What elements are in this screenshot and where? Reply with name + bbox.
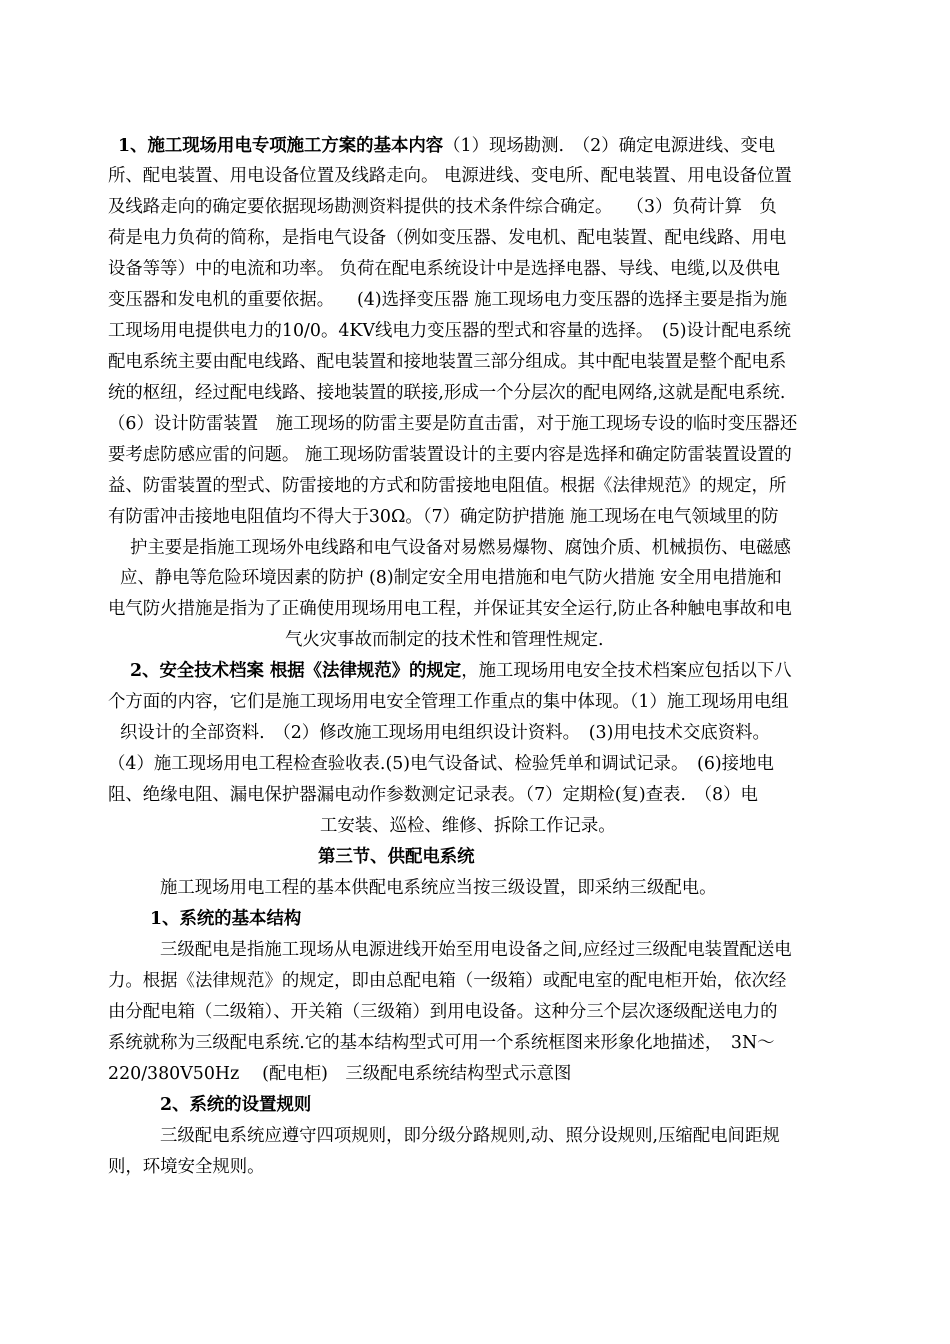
subheading-2: 2、系统的设置规则	[160, 1095, 312, 1115]
paragraph-3-line-1: 三级配电是指施工现场从电源进线开始至用电设备之间,应经过三级配电装置配送电	[160, 940, 792, 960]
paragraph-1-line-15: 应、静电等危险环境因素的防护 (8)制定安全用电措施和电气防火措施 安全用电措施和	[120, 568, 782, 588]
paragraph-4-line-2: 则，环境安全规则。	[108, 1157, 265, 1177]
paragraph-1-line-12: 益、防雷装置的型式、防雷接地的方式和防雷接地电阻值。根据《法律规范》的规定，所	[108, 476, 787, 496]
paragraph-2-line-2: 个方面的内容，它们是施工现场用电安全管理工作重点的集中体现。（1）施工现场用电组	[108, 692, 789, 712]
paragraph-1-line-11: 要考虑防感应雷的问题。 施工现场防雷装置设计的主要内容是选择和确定防雷装置设置的	[108, 445, 792, 465]
paragraph-2-line-5: 阻、绝缘电阻、漏电保护器漏电动作参数测定记录表。（7）定期检(复)查表. （8）电	[108, 785, 758, 805]
paragraph-2-line-4: （4）施工现场用电工程检查验收表.(5)电气设备试、检验凭单和调试记录。 (6)接地电	[108, 754, 774, 774]
paragraph-2-line-3: 织设计的全部资料. （2）修改施工现场用电组织设计资料。 (3)用电技术交底资料。	[120, 723, 770, 743]
paragraph-1-line-3: 及线路走向的确定要依据现场勘测资料提供的技术条件综合确定。 （3）负荷计算 负	[108, 197, 777, 217]
paragraph-1-line-2: 所、配电装置、用电设备位置及线路走向。 电源进线、变电所、配电装置、用电设备位置	[108, 166, 792, 186]
paragraph-2-line-1	[130, 656, 792, 686]
paragraph-2-line-6: 工安装、巡检、维修、拆除工作记录。	[320, 816, 616, 836]
paragraph-1-line-1-text: （1）现场勘测. （2）确定电源进线、变电	[443, 136, 776, 156]
paragraph-1-line-7: 工现场用电提供电力的10/0。4KV线电力变压器的型式和容量的选择。 (5)设计配电系统	[108, 321, 791, 341]
paragraph-3-line-3: 由分配电箱（二级箱）、开关箱（三级箱）到用电设备。这种分三个层次逐级配送电力的	[108, 1002, 778, 1022]
paragraph-1-line-8: 配电系统主要由配电线路、配电装置和接地装置三部分组成。其中配电装置是整个配电系	[108, 352, 787, 372]
paragraph-1-line-9: 统的枢纽，经过配电线路、接地装置的联接,形成一个分层次的配电网络,这就是配电系统.	[108, 383, 786, 403]
heading-2-inline: 2、安全技术档案 根据《法律规范》的规定	[130, 661, 462, 681]
paragraph-1-line-16: 电气防火措施是指为了正确使用现场用电工程，并保证其安全运行,防止各种触电事故和电	[108, 599, 792, 619]
paragraph-1-line-6: 变压器和发电机的重要依据。 (4)选择变压器 施工现场电力变压器的选择主要是指为施	[108, 290, 788, 310]
paragraph-3-line-4: 系统就称为三级配电系统.它的基本结构型式可用一个系统框图来形象化地描述， 3N～	[108, 1033, 775, 1053]
paragraph-1-line-5: 设备等等）中的电流和功率。 负荷在配电系统设计中是选择电器、导线、电缆,以及供电	[108, 259, 780, 279]
intro-text: 施工现场用电工程的基本供配电系统应当按三级设置，即采纳三级配电。	[160, 878, 717, 898]
subheading-1: 1、系统的基本结构	[150, 909, 302, 929]
section-title: 第三节、供配电系统	[318, 847, 475, 867]
paragraph-1-line-10: （6）设计防雷装置 施工现场的防雷主要是防直击雷，对于施工现场专设的临时变压器还	[108, 414, 798, 434]
paragraph-1-line-4: 荷是电力负荷的简称，是指电气设备（例如变压器、发电机、配电装置、配电线路、用电	[108, 228, 787, 248]
paragraph-1-line-14: 护主要是指施工现场外电线路和电气设备对易燃易爆物、腐蚀介质、机械损伤、电磁感	[130, 538, 791, 558]
heading-1-inline: 1、施工现场用电专项施工方案的基本内容	[118, 136, 444, 156]
paragraph-3-line-2: 力。根据《法律规范》的规定，即由总配电箱（一级箱）或配电室的配电柜开始，依次经	[108, 971, 787, 991]
paragraph-4-line-1: 三级配电系统应遵守四项规则，即分级分路规则,动、照分设规则,压缩配电间距规	[160, 1126, 780, 1146]
paragraph-3-line-5: 220/380V50Hz (配电柜) 三级配电系统结构型式示意图	[108, 1064, 572, 1084]
paragraph-1-line-13: 有防雷冲击接地电阻值均不得大于30Ω。（7）确定防护措施 施工现场在电气领域里的防	[108, 507, 779, 527]
paragraph-2-line-1-text: ，施工现场用电安全技术档案应包括以下八	[461, 661, 792, 681]
paragraph-1-line-1	[118, 131, 775, 161]
paragraph-1-line-17: 气火灾事故而制定的技术性和管理性规定.	[285, 630, 604, 650]
